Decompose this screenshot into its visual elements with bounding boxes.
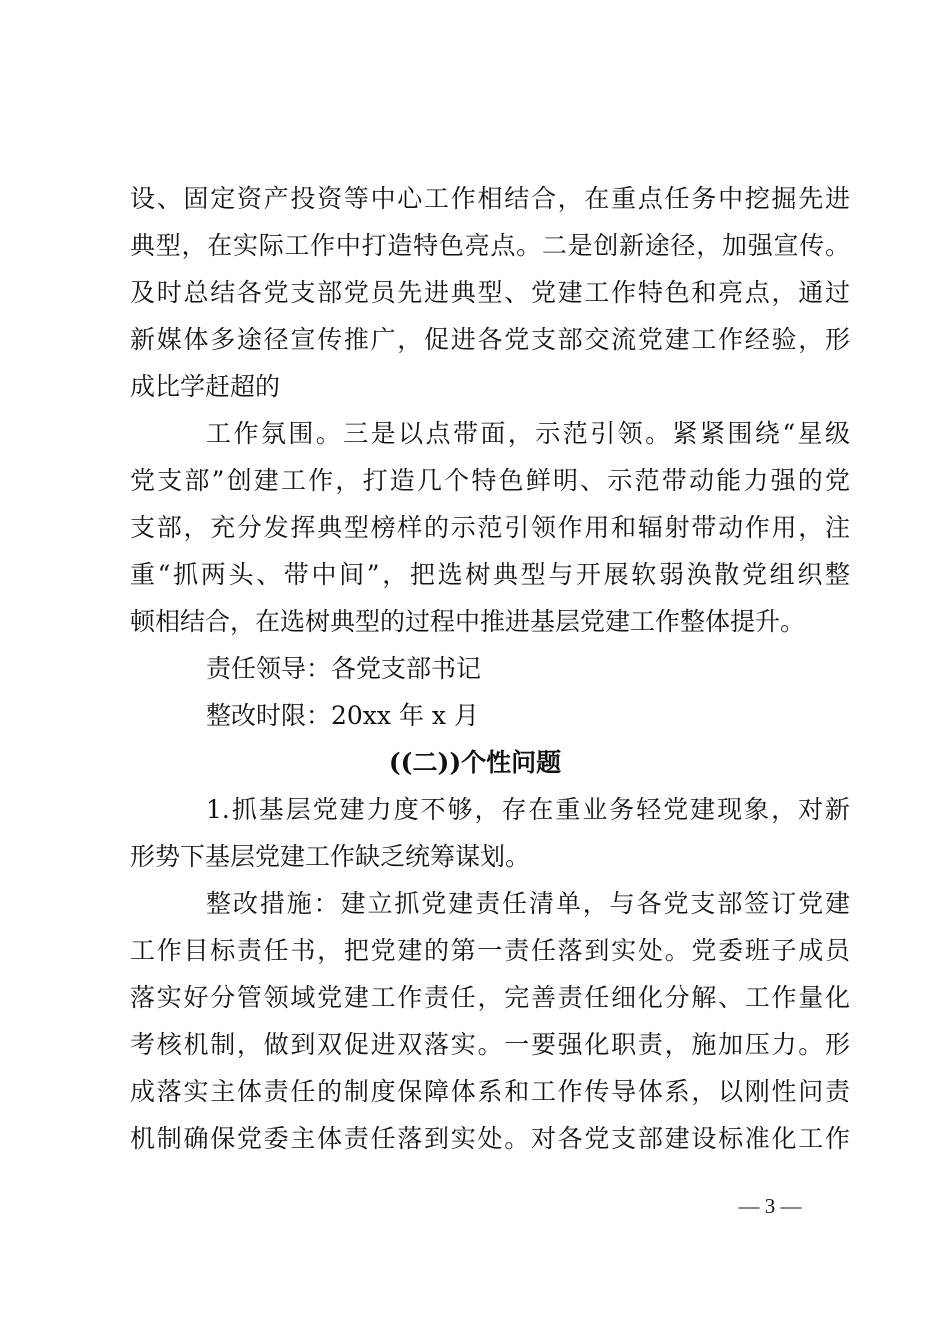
paragraph-first-line: 1.抓基层党建力度不够，存在重业务轻党建现象，对新 xyxy=(206,795,850,824)
paragraph-first-line: 整改措施：建立抓党建责任清单，与各党支部签订党建 xyxy=(206,889,850,918)
text-line: 落实好分管领域党建工作责任，完善责任细化分解、工作量化 xyxy=(130,983,850,1012)
text-line: 支部，充分发挥典型榜样的示范引领作用和辐射带动作用，注 xyxy=(130,513,850,542)
text-line: 党支部”创建工作，打造几个特色鲜明、示范带动能力强的党 xyxy=(130,466,850,495)
text-line: 顿相结合，在选树典型的过程中推进基层党建工作整体提升。 xyxy=(130,607,806,636)
text-line: 考核机制，做到双促进双落实。一要强化职责，施加压力。形 xyxy=(130,1030,850,1059)
text-line: 重“抓两头、带中间”，把选树典型与开展软弱涣散党组织整 xyxy=(130,560,850,589)
text-line: 及时总结各党支部党员先进典型、党建工作特色和亮点，通过 xyxy=(130,278,850,307)
text-line: 典型，在实际工作中打造特色亮点。二是创新途径，加强宣传。 xyxy=(130,231,850,260)
text-line: 成落实主体责任的制度保障体系和工作传导体系，以刚性问责 xyxy=(130,1077,850,1106)
text-line: 成比学赶超的 xyxy=(130,372,281,401)
section-heading: ((二))个性问题 xyxy=(388,748,562,777)
page-number: — 3 — xyxy=(738,1194,802,1218)
text-line: 新媒体多途径宣传推广，促进各党支部交流党建工作经验，形 xyxy=(130,325,850,354)
text-line: 机制确保党委主体责任落到实处。对各党支部建设标准化工作 xyxy=(130,1124,850,1153)
text-line: 设、固定资产投资等中心工作相结合，在重点任务中挖掘先进 xyxy=(130,184,850,213)
responsible-leader: 责任领导：各党支部书记 xyxy=(206,654,482,683)
text-line: 工作目标责任书，把党建的第一责任落到实处。党委班子成员 xyxy=(130,936,850,965)
rectification-deadline: 整改时限：20xx 年 x 月 xyxy=(206,701,479,730)
text-line: 形势下基层党建工作缺乏统筹谋划。 xyxy=(130,842,531,871)
paragraph-first-line: 工作氛围。三是以点带面，示范引领。紧紧围绕“星级 xyxy=(206,419,850,448)
